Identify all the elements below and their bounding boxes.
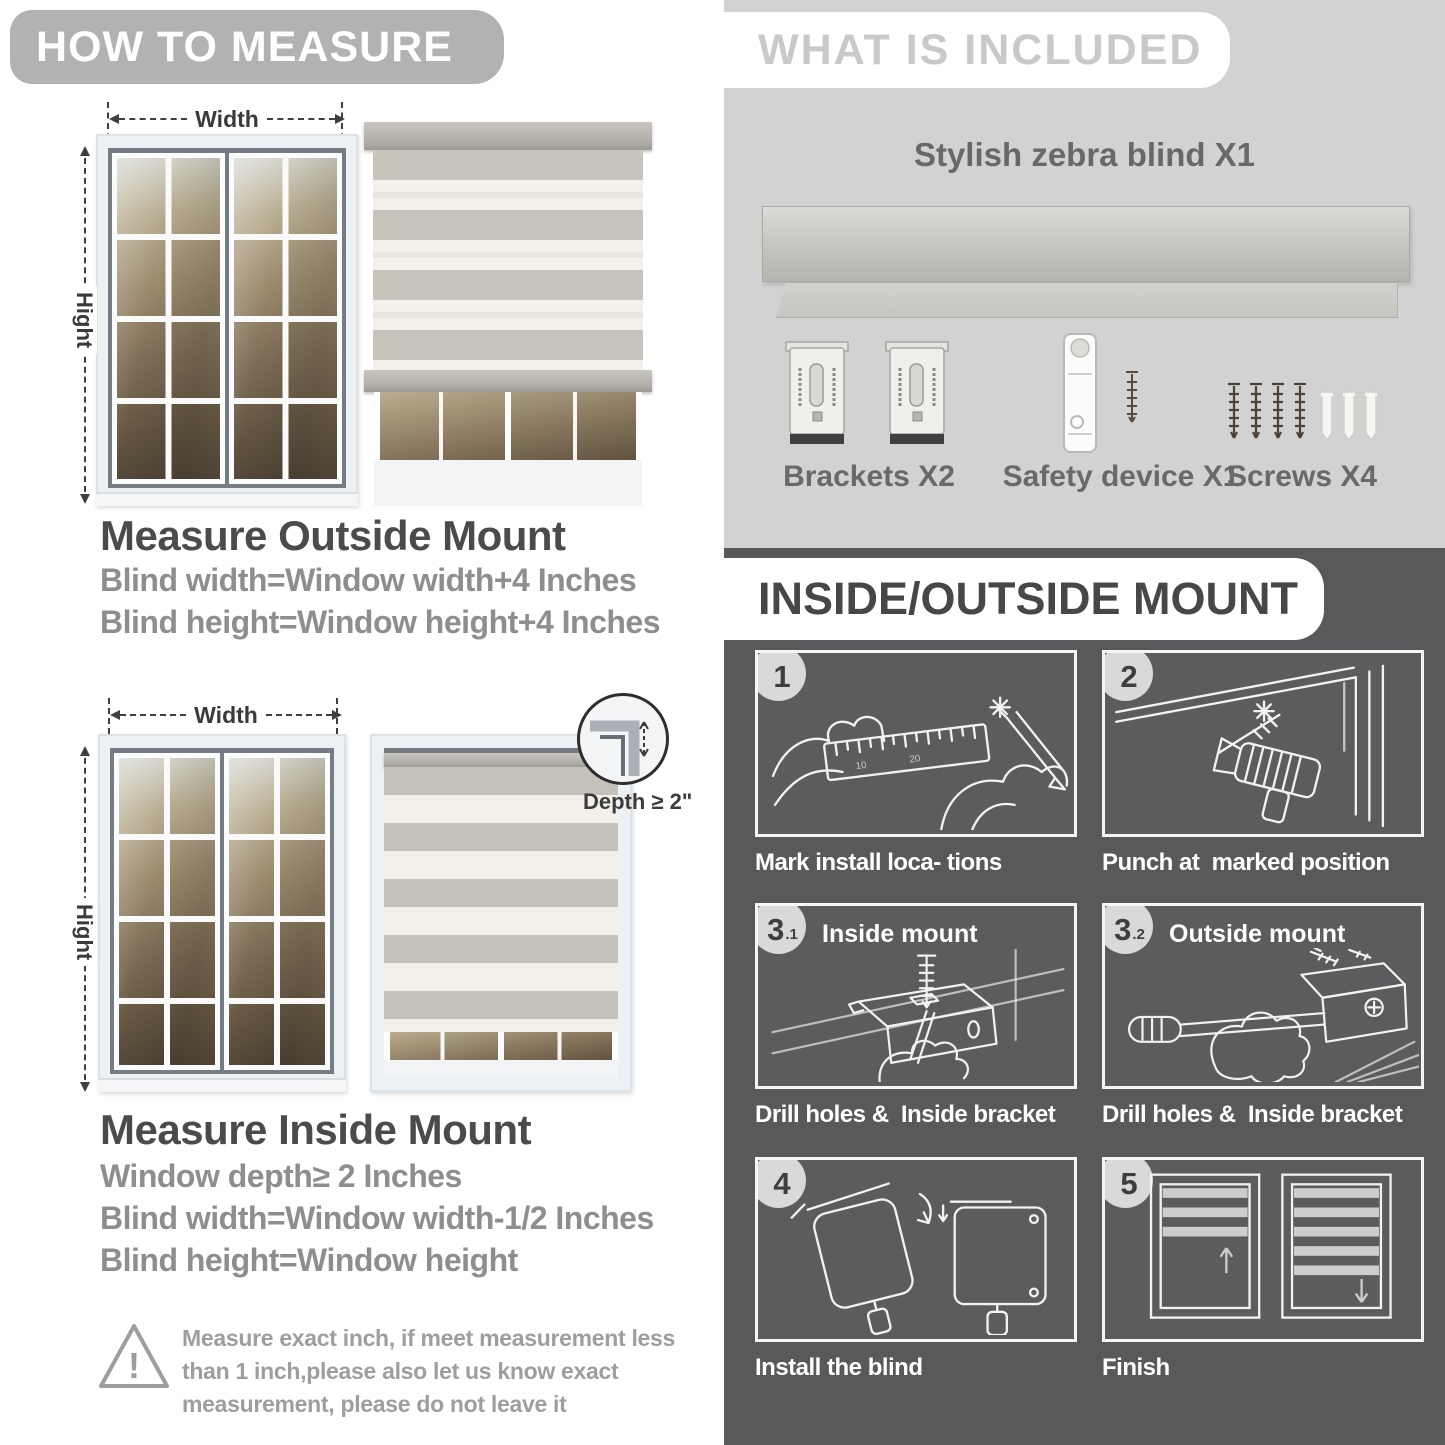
step-5-box bbox=[1102, 1157, 1424, 1342]
inside-outside-mount-title: INSIDE/OUTSIDE MOUNT bbox=[758, 573, 1299, 624]
window-fragment bbox=[374, 392, 642, 506]
svg-text:20: 20 bbox=[908, 753, 921, 766]
width-dimension-outside bbox=[109, 105, 345, 132]
install-blind-illustration bbox=[764, 1165, 1072, 1335]
how-to-measure-header bbox=[10, 10, 504, 84]
drill-illustration bbox=[1111, 658, 1419, 830]
inside-mount-line-2: Blind width=Window width-1/2 Inches bbox=[100, 1200, 654, 1236]
step-3-2-box bbox=[1102, 903, 1424, 1089]
headrail-lip-image bbox=[776, 282, 1398, 318]
step-3-1-title: Inside mount bbox=[822, 920, 978, 948]
brackets-icon bbox=[784, 336, 954, 458]
arrow-right-icon bbox=[332, 710, 342, 720]
screws-icon bbox=[1220, 378, 1390, 450]
outside-mount-title: Measure Outside Mount bbox=[100, 512, 566, 559]
how-to-measure-title: HOW TO MEASURE bbox=[36, 22, 453, 71]
warning-note bbox=[182, 1322, 675, 1421]
step-3-1-badge: 3 .1 bbox=[755, 903, 806, 954]
window-sill bbox=[98, 1078, 346, 1092]
arrow-down-icon bbox=[80, 494, 90, 504]
window-fragment bbox=[384, 1032, 618, 1078]
step-1-caption: Mark install loca- tions bbox=[755, 849, 1002, 876]
stylish-zebra-blind-label: Stylish zebra blind X1 bbox=[913, 136, 1256, 173]
arrow-up-icon bbox=[80, 146, 90, 156]
depth-corner-detail-icon bbox=[580, 696, 666, 782]
brackets-label: Brackets X2 bbox=[783, 460, 955, 493]
width-label: Width bbox=[194, 701, 258, 728]
zebra-blind-photo-inside bbox=[370, 734, 632, 1092]
step-3-2 bbox=[1102, 903, 1424, 1129]
inside-bracket-illustration bbox=[764, 948, 1072, 1082]
blind-fabric bbox=[373, 150, 643, 370]
step-3-2-caption: Drill holes & Inside bracket bbox=[1102, 1101, 1403, 1128]
svg-text:!: ! bbox=[128, 1345, 140, 1386]
step-5-caption: Finish bbox=[1102, 1354, 1170, 1381]
zebra-blind-photo-outside bbox=[364, 122, 652, 506]
what-is-included-title: WHAT IS INCLUDED bbox=[758, 25, 1203, 74]
step-3-2-title: Outside mount bbox=[1169, 920, 1346, 948]
inside-outside-mount-panel bbox=[724, 548, 1445, 1445]
outside-bracket-illustration bbox=[1111, 948, 1419, 1082]
warning-triangle-icon bbox=[96, 1320, 172, 1394]
step-3-1-caption: Drill holes & Inside bracket bbox=[755, 1101, 1056, 1128]
arrow-up-icon bbox=[80, 746, 90, 756]
what-is-included-panel bbox=[724, 0, 1445, 548]
warning-line-2: than 1 inch,please also let us know exact bbox=[182, 1358, 619, 1384]
step-4 bbox=[755, 1157, 1077, 1382]
arrow-left-icon bbox=[109, 114, 119, 124]
arrow-down-icon bbox=[80, 1082, 90, 1092]
inside-mount-line-3: Blind height=Window height bbox=[100, 1242, 518, 1278]
window-casement bbox=[112, 153, 225, 484]
window-photo-outside bbox=[96, 134, 358, 506]
outside-mount-line-2: Blind height=Window height+4 Inches bbox=[100, 604, 661, 640]
inside-outside-mount-header bbox=[710, 558, 1324, 640]
step-3-2-badge: 3 .2 bbox=[1102, 903, 1153, 954]
step-1 bbox=[755, 650, 1077, 877]
step-2-badge: 2 bbox=[1102, 650, 1153, 701]
window-casement bbox=[229, 153, 342, 484]
inside-mount-line-1: Window depth≥ 2 Inches bbox=[100, 1158, 462, 1194]
inside-mount-title: Measure Inside Mount bbox=[100, 1106, 532, 1153]
finish-illustration bbox=[1111, 1165, 1419, 1335]
safety-device-label: Safety device X1 bbox=[1002, 460, 1240, 493]
window-casement bbox=[114, 753, 220, 1070]
width-dimension-inside bbox=[110, 701, 342, 728]
safety-device-icon bbox=[1044, 330, 1164, 460]
window-photo-inside bbox=[98, 734, 346, 1092]
mark-locations-illustration bbox=[764, 658, 1072, 830]
width-label: Width bbox=[195, 105, 259, 132]
what-is-included-header bbox=[710, 12, 1230, 88]
step-5 bbox=[1102, 1157, 1424, 1382]
depth-label: Depth ≥ 2" bbox=[583, 789, 693, 814]
step-4-box bbox=[755, 1157, 1077, 1342]
depth-magnifier-circle bbox=[577, 693, 669, 785]
warning-line-3: measurement, please do not leave it bbox=[182, 1391, 567, 1417]
height-label: Hight bbox=[71, 898, 97, 966]
arrow-right-icon bbox=[335, 114, 345, 124]
window-casement bbox=[224, 753, 330, 1070]
step-4-badge: 4 bbox=[755, 1157, 806, 1208]
step-2-caption: Punch at marked position bbox=[1102, 849, 1390, 876]
step-3-1 bbox=[755, 903, 1077, 1129]
step-2 bbox=[1102, 650, 1424, 877]
screws-label: Screws X4 bbox=[1226, 460, 1378, 493]
window-sill bbox=[96, 492, 358, 506]
step-1-badge: 1 bbox=[755, 650, 806, 701]
headrail-image bbox=[762, 206, 1410, 282]
step-3-1-box bbox=[755, 903, 1077, 1089]
outside-mount-line-1: Blind width=Window width+4 Inches bbox=[100, 562, 637, 598]
warning-line-1: Measure exact inch, if meet measurement less bbox=[182, 1325, 676, 1351]
blind-headrail bbox=[364, 122, 652, 150]
step-1-box bbox=[755, 650, 1077, 837]
height-label: Hight bbox=[71, 286, 97, 354]
blind-bottom-rail bbox=[364, 370, 652, 392]
step-2-box bbox=[1102, 650, 1424, 837]
step-4-caption: Install the blind bbox=[755, 1354, 923, 1381]
svg-text:10: 10 bbox=[855, 759, 868, 773]
step-5-badge: 5 bbox=[1102, 1157, 1153, 1208]
arrow-left-icon bbox=[110, 710, 120, 720]
